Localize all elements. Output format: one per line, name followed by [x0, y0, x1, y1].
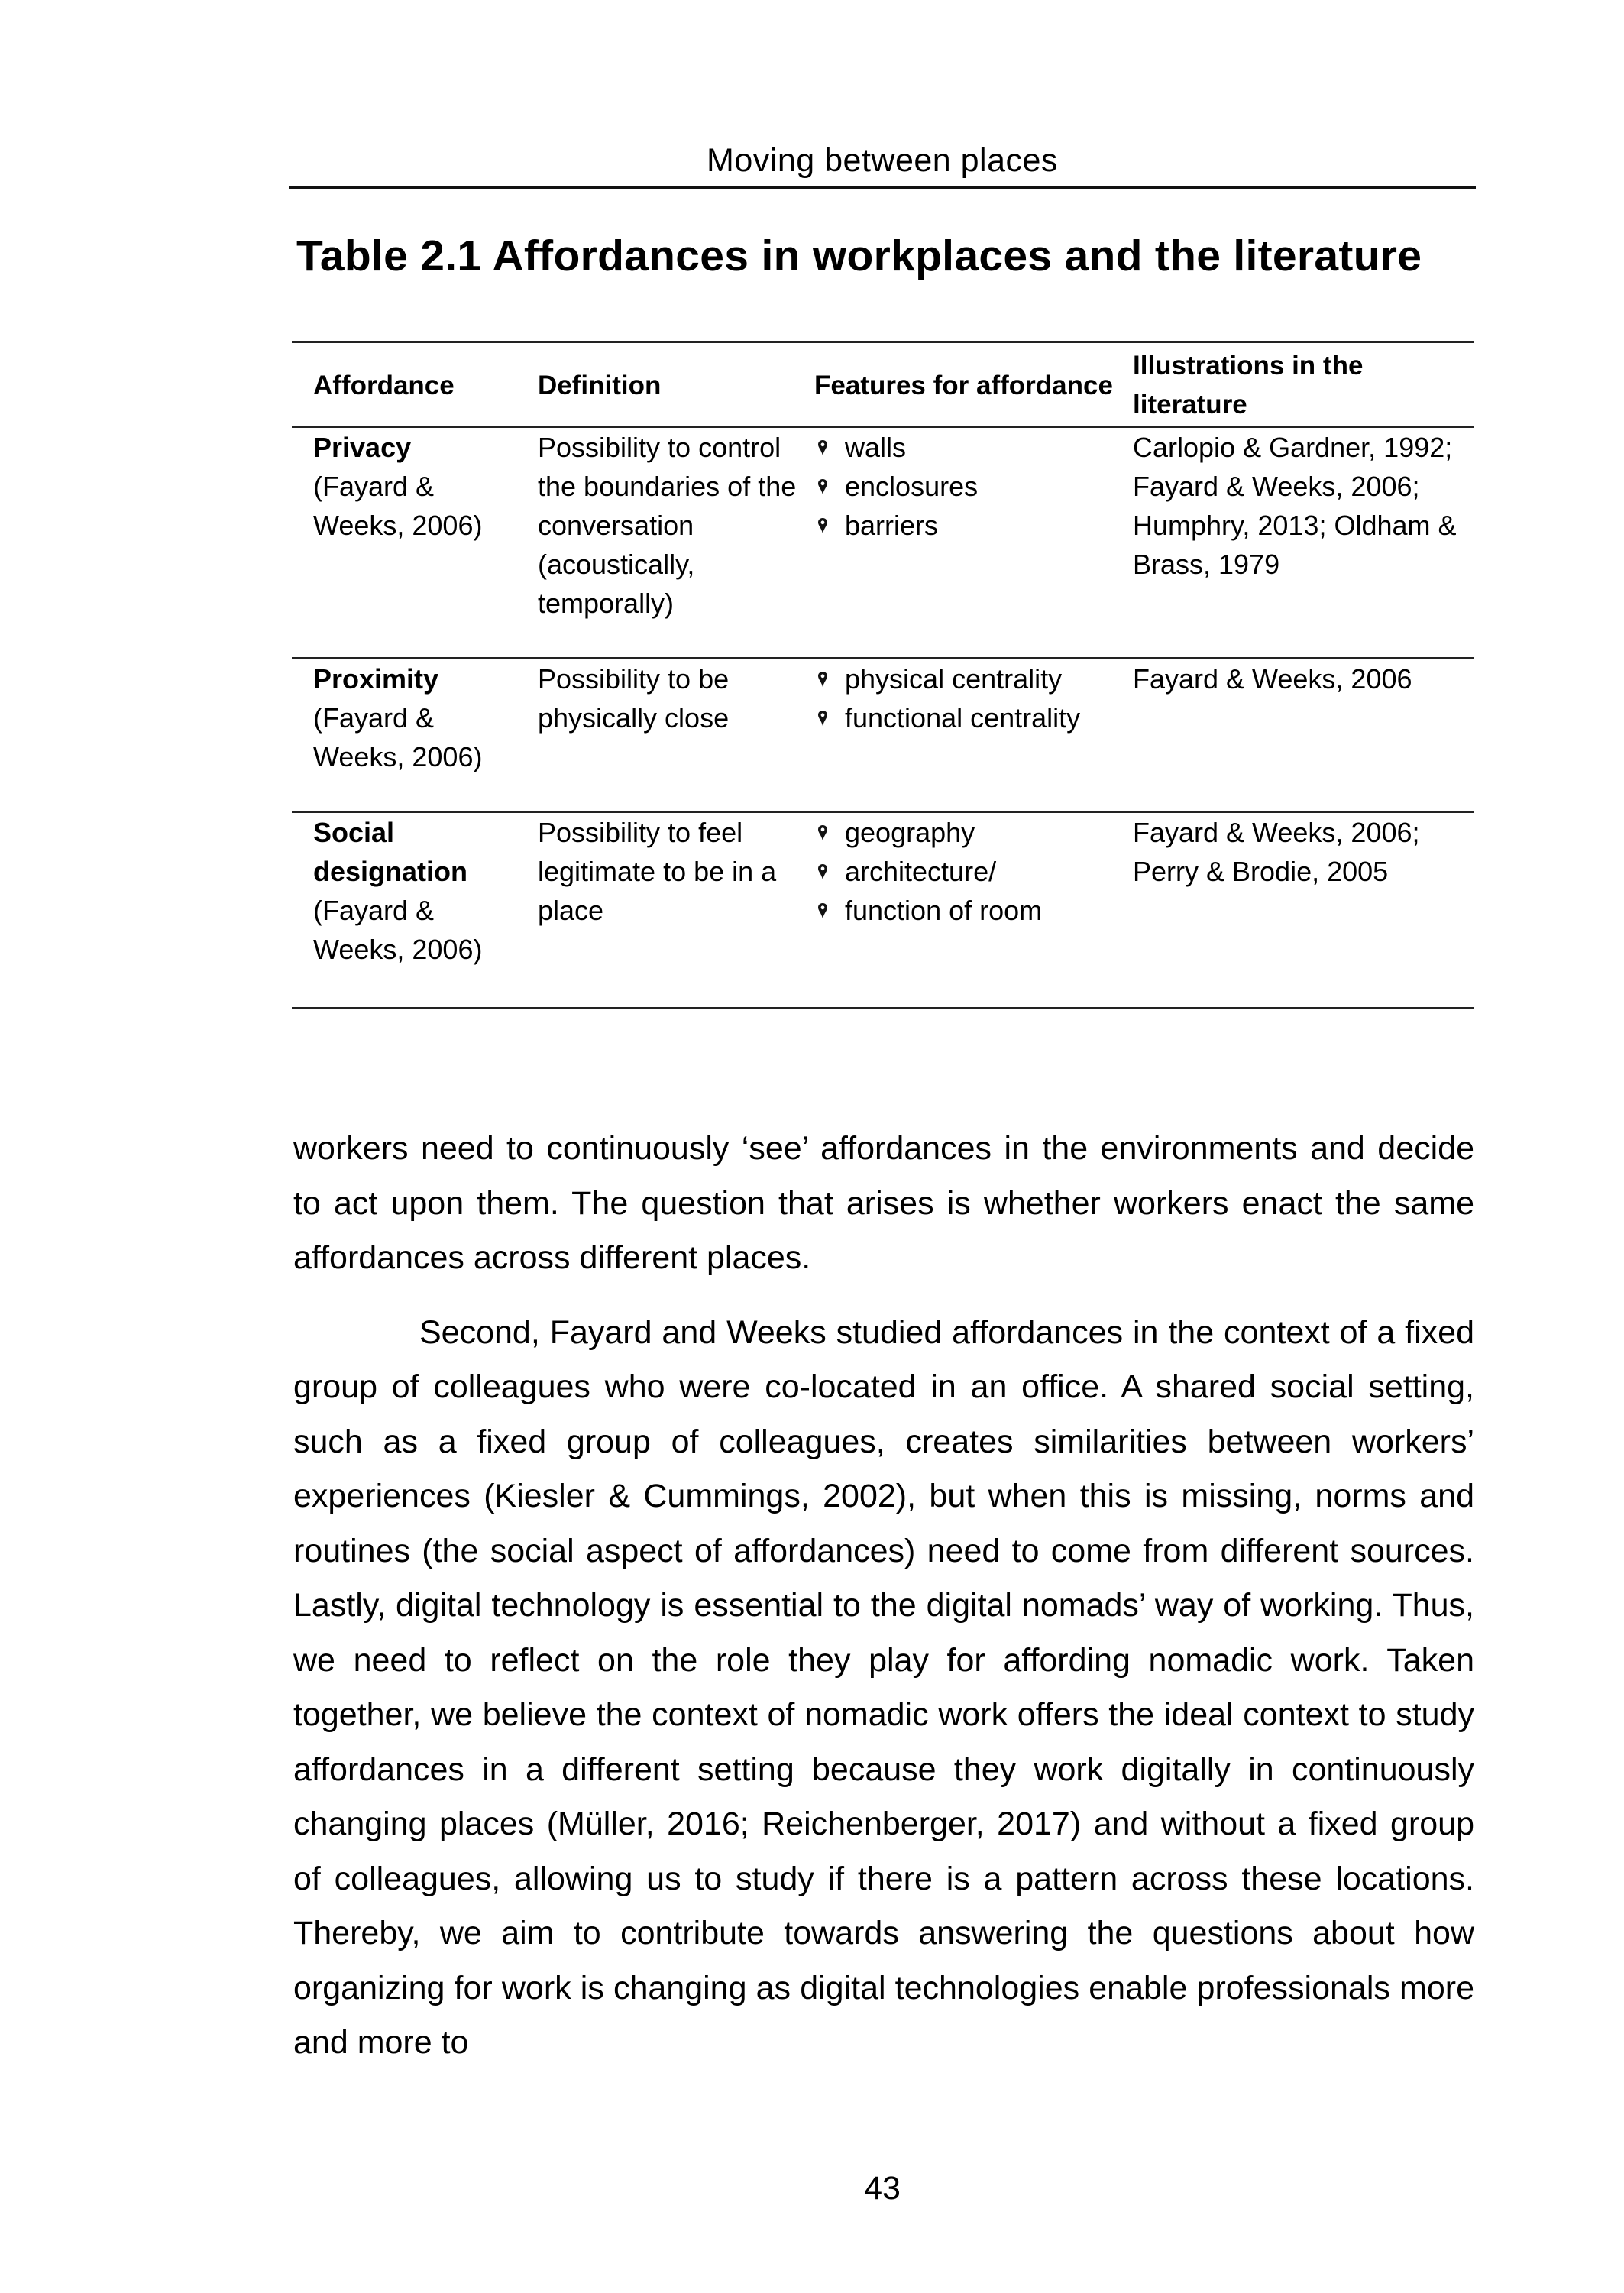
- feature-item: [814, 852, 1121, 891]
- affordance-citation: (Fayard & Weeks, 2006): [313, 471, 483, 541]
- map-pin-icon: [814, 707, 831, 730]
- running-head: Moving between places: [707, 142, 1058, 179]
- cell-illustrations: Carlopio & Gardner, 1992; Fayard & Weeks, 2006; Humphry, 2013; Oldham & Brass, 1979: [1133, 432, 1457, 580]
- body-text: [293, 1122, 1474, 2071]
- cell-affordance: [292, 427, 522, 659]
- header-features: Features for affordance: [814, 370, 1113, 400]
- cell-features: [799, 659, 1121, 812]
- affordance-name: Privacy: [313, 432, 412, 463]
- affordance-name: Proximity: [313, 663, 439, 695]
- cell-definition: Possibility to feel legitimate to be in a place: [538, 817, 777, 926]
- feature-item: [814, 698, 1121, 737]
- paragraph: Second, Fayard and Weeks studied affordances in the context of a fixed group of colleagues who were co-located in an office. A shared social setting, such as a fixed group of colleagues, creates similarities between workers’ experiences (Kiesler & Cummings, 2002), but when this is missing, norms and routines (the social aspect of affordances) need to come from different sources. Lastly, digital technology is essential to the digital nomads’ way of working. Thus, we need to reflect on the role they play for affording nomadic work. Taken together, we believe the context of nomadic work offers the ideal context to study affordances in a different setting because they work digitally in continuously changing places (Müller, 2016; Reichenberger, 2017) and without a fixed group of colleagues, allowing us to study if there is a pattern across these locations. Thereby, we aim to contribute towards answering the questions about how organizing for work is changing as digital technologies enable professionals more and more to: [293, 1313, 1474, 2061]
- feature-item: [814, 467, 1121, 506]
- cell-features: [799, 427, 1121, 659]
- map-pin-icon: [814, 860, 831, 883]
- feature-label: architecture/: [845, 856, 997, 887]
- header-rule: [289, 186, 1476, 189]
- feature-label: physical centrality: [845, 663, 1063, 695]
- map-pin-icon: [814, 475, 831, 498]
- feature-item: [814, 891, 1121, 930]
- feature-label: enclosures: [845, 471, 979, 502]
- paragraph: workers need to continuously ‘see’ affordances in the environments and decide to act upon them. The question that arises is whether workers enact the same affordances across different places.: [293, 1130, 1474, 1276]
- feature-label: function of room: [845, 895, 1043, 926]
- feature-item: [814, 659, 1121, 698]
- feature-label: walls: [845, 432, 907, 463]
- table-header-row: [292, 342, 1474, 427]
- feature-item: [814, 813, 1121, 852]
- cell-features: [799, 812, 1121, 1009]
- table-row: [292, 659, 1474, 812]
- cell-affordance: [292, 812, 522, 1009]
- affordance-citation: (Fayard & Weeks, 2006): [313, 895, 483, 965]
- map-pin-icon: [814, 436, 831, 459]
- feature-label: barriers: [845, 510, 939, 541]
- feature-label: functional centrality: [845, 702, 1081, 734]
- cell-definition: Possibility to control the boundaries of the conversation (acoustically, temporally): [538, 432, 797, 619]
- affordances-table: [292, 341, 1474, 1009]
- affordance-name: Social designation: [313, 817, 468, 887]
- page-number: 43: [864, 2170, 901, 2207]
- cell-definition: Possibility to be physically close: [538, 663, 730, 734]
- feature-item: [814, 506, 1121, 545]
- cell-affordance: [292, 659, 522, 812]
- header-illustrations: Illustrations in the literature: [1133, 351, 1364, 419]
- map-pin-icon: [814, 821, 831, 844]
- affordance-citation: (Fayard & Weeks, 2006): [313, 702, 483, 772]
- map-pin-icon: [814, 668, 831, 691]
- feature-label: geography: [845, 817, 975, 848]
- map-pin-icon: [814, 899, 831, 922]
- table-title: Table 2.1 Affordances in workplaces and the literature: [296, 232, 1422, 280]
- cell-illustrations: Fayard & Weeks, 2006: [1133, 663, 1412, 695]
- cell-illustrations: Fayard & Weeks, 2006; Perry & Brodie, 2005: [1133, 817, 1420, 887]
- feature-item: [814, 428, 1121, 467]
- header-definition: Definition: [538, 370, 662, 400]
- map-pin-icon: [814, 514, 831, 537]
- table-row: [292, 427, 1474, 659]
- table-row: [292, 812, 1474, 1009]
- header-affordance: Affordance: [313, 370, 455, 400]
